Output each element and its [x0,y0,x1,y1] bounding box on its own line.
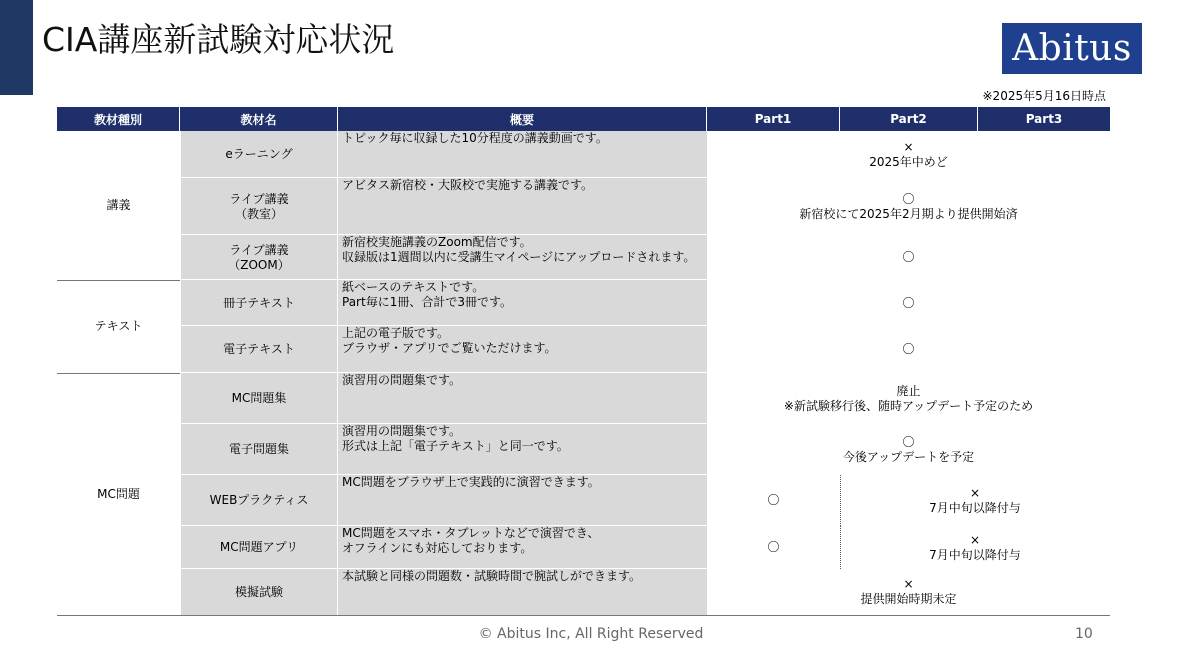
status-line: × [903,577,914,591]
material-name [180,373,338,424]
name-line: ライブ講義 [229,191,289,206]
header-category: 教材種別 [57,107,180,131]
copyright-footer: © Abitus Inc, All Right Reserved [478,626,704,642]
category-lecture: 講義 [57,131,180,280]
desc-line: 本試験と同様の問題数・試験時間で腕試しができます。 [342,569,642,583]
desc-line: ブラウザ・アプリでご覧いただけます。 [342,341,557,355]
parts-status [707,373,1110,424]
status-line: 〇 [902,295,915,310]
material-name [180,235,338,280]
material-name [180,280,338,326]
material-summary [338,178,707,235]
status-line: 〇 [902,250,915,264]
parts-status [707,326,1110,373]
desc-line: 収録版は1週間以内に受講生マイページにアップロードされます。 [342,250,696,264]
desc-line: 形式は上記「電子テキスト」と同一です。 [342,439,569,453]
table-bottom-rule [57,615,1110,616]
material-summary [338,373,707,424]
material-summary [338,424,707,475]
name-line: MC問題アプリ [219,540,299,554]
desc-line: 演習用の問題集です。 [342,373,462,387]
part23-status [840,526,1110,569]
category-text: テキスト [57,280,180,373]
name-line: WEBプラクティス [209,493,309,507]
material-summary [338,569,707,615]
part-divider [840,475,841,526]
part1-mark: 〇 [767,493,780,507]
header-part1: Part1 [707,107,840,131]
material-name [180,131,338,178]
status-line: × [903,139,914,154]
material-summary [338,131,707,178]
name-line: ライブ講義 [229,242,289,257]
desc-line: 新宿校実施講義のZoom配信です。 [342,235,532,249]
material-summary [338,475,707,526]
status-line: 〇 [902,434,915,449]
page-number: 10 [1075,626,1093,642]
material-summary [338,280,707,326]
material-name [180,475,338,526]
parts-status [707,280,1110,326]
material-summary [338,235,707,280]
material-summary [338,326,707,373]
part1-mark: 〇 [767,540,780,554]
parts-status [707,569,1110,615]
name-line: （教室） [234,206,283,221]
abitus-logo: Abitus [1002,23,1142,74]
desc-line: アビタス新宿校・大阪校で実施する講義です。 [342,178,594,192]
name-line: eラーニング [225,147,293,161]
desc-line: トピック毎に収録した10分程度の講義動画です。 [342,131,608,145]
status-line: ※新試験移行後、随時アップデート予定のため [783,398,1034,413]
category-mc: MC問題 [57,373,180,615]
material-name [180,569,338,615]
header-part3: Part3 [978,107,1110,131]
status-line: 今後アップデートを予定 [842,449,975,464]
material-name [180,326,338,373]
desc-line: MC問題をブラウザ上で実践的に演習できます。 [342,475,600,489]
part23-status [840,475,1110,526]
parts-status [707,131,1110,178]
desc-line: 上記の電子版です。 [342,326,450,340]
status-line: 2025年中めど [869,154,948,169]
page-title: CIA講座新試験対応状況 [42,20,395,59]
status-line: 7月中旬以降付与 [929,547,1021,562]
part1-status [707,475,840,526]
header-part2: Part2 [840,107,978,131]
name-line: （ZOOM） [228,257,290,272]
status-line: × [969,485,981,500]
name-line: 電子テキスト [223,342,295,356]
name-line: 冊子テキスト [223,295,295,310]
status-line: 〇 [902,191,915,206]
material-name [180,526,338,569]
parts-status [707,235,1110,280]
name-line: 模擬試験 [234,584,283,599]
material-name [180,424,338,475]
part-divider [840,526,841,569]
desc-line: Part毎に1冊、合計で3冊です。 [342,295,512,309]
material-name [180,178,338,235]
name-line: 電子問題集 [228,442,289,456]
parts-status [707,178,1110,235]
status-line: 新宿校にて2025年2月期より提供開始済 [799,206,1018,221]
status-line: 〇 [902,342,915,356]
status-line: 廃止 [896,383,921,398]
header-summary: 概要 [338,107,707,131]
name-line: MC問題集 [231,391,287,405]
as-of-date: ※2025年5月16日時点 [982,89,1106,103]
status-line: × [969,532,981,547]
desc-line: MC問題をスマホ・タブレットなどで演習でき、 [342,526,600,540]
parts-status [707,424,1110,475]
status-line: 提供開始時期未定 [860,592,957,606]
status-line: 7月中旬以降付与 [929,500,1021,515]
header-material: 教材名 [180,107,338,131]
material-summary [338,526,707,569]
part1-status [707,526,840,569]
desc-line: 紙ベースのテキストです。 [342,280,485,294]
title-accent-bar [0,0,33,95]
desc-line: 演習用の問題集です。 [342,424,462,438]
desc-line: オフラインにも対応しております。 [342,541,533,555]
